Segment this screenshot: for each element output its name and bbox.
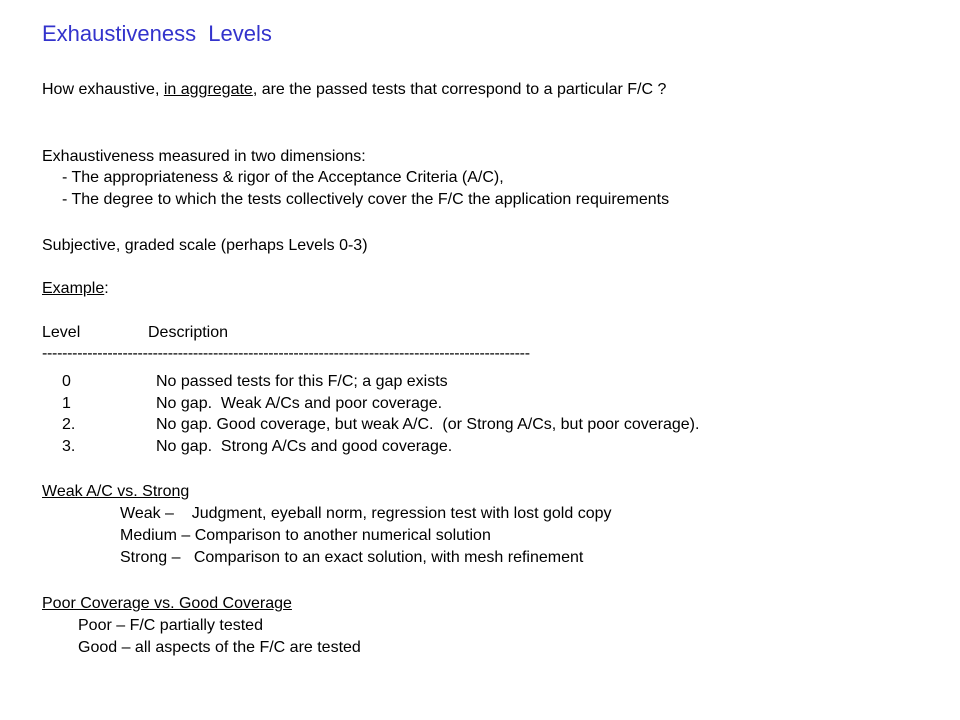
example-suffix: : (104, 280, 109, 297)
coverage-item: Poor – F/C partially tested (78, 617, 263, 634)
example-label-line (42, 279, 109, 299)
level-number: 1 (62, 395, 71, 412)
level-number: 0 (62, 373, 71, 390)
example-label: Example (42, 280, 105, 297)
level-description: No passed tests for this F/C; a gap exists (156, 373, 448, 390)
weak-strong-heading: Weak A/C vs. Strong (42, 483, 190, 500)
levels-header-description: Description (148, 324, 229, 341)
coverage-item: Good – all aspects of the F/C are tested (78, 639, 361, 656)
level-description: No gap. Strong A/Cs and good coverage. (156, 438, 453, 455)
coverage-heading: Poor Coverage vs. Good Coverage (42, 595, 292, 612)
weak-strong-item: Medium – Comparison to another numerical solution (120, 527, 491, 544)
question-underlined: in aggregate (163, 81, 253, 98)
levels-rule: ------------------------------------------------------------------------------------------------- (42, 345, 530, 362)
level-description: No gap. Good coverage, but weak A/C. (or Strong A/Cs, but poor coverage). (156, 416, 700, 433)
level-number: 2. (62, 416, 76, 433)
question-line (42, 80, 666, 100)
weak-strong-item: Weak – Judgment, eyeball norm, regression test with lost gold copy (120, 505, 612, 522)
dimensions-intro: Exhaustiveness measured in two dimensions: (42, 148, 366, 165)
question-after: , are the passed tests that correspond to a particular F/C ? (252, 81, 667, 98)
dimension-item: - The degree to which the tests collectively cover the F/C the application requirements (62, 191, 670, 208)
level-description: No gap. Weak A/Cs and poor coverage. (156, 395, 443, 412)
slide-title: Exhaustiveness Levels (42, 21, 272, 46)
question-before: How exhaustive, (42, 81, 164, 98)
scale-note: Subjective, graded scale (perhaps Levels 0-3) (42, 237, 368, 254)
levels-header-level: Level (42, 324, 81, 341)
dimension-item: - The appropriateness & rigor of the Acceptance Criteria (A/C), (62, 169, 504, 186)
level-number: 3. (62, 438, 76, 455)
weak-strong-item: Strong – Comparison to an exact solution, with mesh refinement (120, 549, 584, 566)
